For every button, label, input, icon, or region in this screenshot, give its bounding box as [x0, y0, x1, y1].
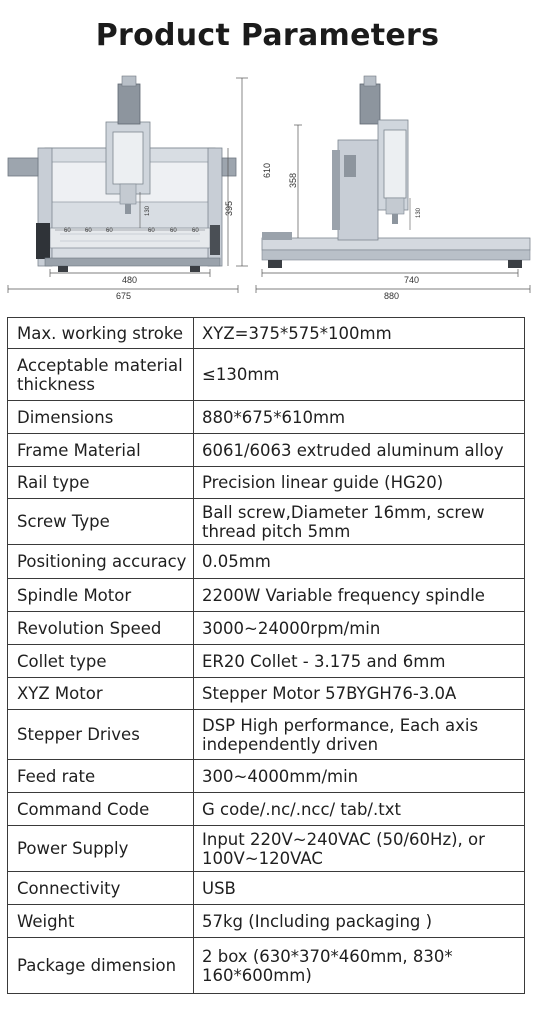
front-inner-height-label: 395: [224, 200, 234, 216]
spec-value: ER20 Collet - 3.175 and 6mm: [194, 645, 525, 678]
spec-label: Feed rate: [8, 760, 194, 793]
spec-row: [8, 793, 525, 826]
spec-value: 880*675*610mm: [194, 401, 525, 434]
front-slot-label-1: 60: [64, 228, 71, 234]
front-width-outer-label: 675: [116, 291, 132, 300]
spec-label: Screw Type: [8, 499, 194, 545]
spec-row: [8, 545, 525, 579]
spec-label: Connectivity: [8, 872, 194, 905]
spec-value: G code/.nc/.ncc/ tab/.txt: [194, 793, 525, 826]
spec-value: DSP High performance, Each axis independently driven: [194, 710, 525, 760]
spec-value: 2200W Variable frequency spindle: [194, 579, 525, 612]
machine-drawing: [0, 70, 535, 300]
spec-label: Positioning accuracy: [8, 545, 194, 579]
spec-value: Stepper Motor 57BYGH76-3.0A: [194, 678, 525, 710]
spec-row: [8, 467, 525, 499]
spec-label: Weight: [8, 905, 194, 938]
front-slot-label-3: 60: [106, 228, 113, 234]
spec-label: Package dimension: [8, 938, 194, 994]
spec-value: 57kg (Including packaging ): [194, 905, 525, 938]
spec-label: Dimensions: [8, 401, 194, 434]
spec-table: [7, 317, 525, 994]
front-slot-label-5: 60: [170, 228, 177, 234]
spec-row: [8, 710, 525, 760]
spec-row: [8, 645, 525, 678]
spec-label: Spindle Motor: [8, 579, 194, 612]
spec-value: ≤130mm: [194, 349, 525, 401]
spec-row: [8, 318, 525, 349]
spec-value: Precision linear guide (HG20): [194, 467, 525, 499]
spec-row: [8, 872, 525, 905]
side-z-label: 130: [416, 207, 422, 218]
spec-row: [8, 905, 525, 938]
cnc-dimension-drawing: [0, 70, 535, 300]
side-spindle-label: 358: [288, 172, 298, 188]
front-view: [8, 76, 272, 300]
spec-label: Command Code: [8, 793, 194, 826]
spec-value: Ball screw,Diameter 16mm, screw thread pitch 5mm: [194, 499, 525, 545]
spec-value: Input 220V~240VAC (50/60Hz), or 100V~120VAC: [194, 826, 525, 872]
spec-value: USB: [194, 872, 525, 905]
spec-row: [8, 612, 525, 645]
side-width-inner-label: 740: [404, 275, 420, 285]
spec-label: Stepper Drives: [8, 710, 194, 760]
front-slot-label-2: 60: [85, 228, 92, 234]
spec-value: 6061/6063 extruded aluminum alloy: [194, 434, 525, 467]
spec-row: [8, 579, 525, 612]
spec-value: XYZ=375*575*100mm: [194, 318, 525, 349]
side-width-outer-label: 880: [384, 291, 400, 300]
spec-row: [8, 434, 525, 467]
spec-row: [8, 938, 525, 994]
spec-label: Collet type: [8, 645, 194, 678]
front-height-label: 610: [262, 162, 272, 178]
spec-row: [8, 401, 525, 434]
spec-row: [8, 678, 525, 710]
side-view: [256, 76, 530, 300]
front-z-label: 130: [145, 205, 151, 216]
spec-value: 0.05mm: [194, 545, 525, 579]
spec-label: Max. working stroke: [8, 318, 194, 349]
page-title: Product Parameters: [95, 18, 440, 53]
front-slot-label-6: 60: [192, 228, 199, 234]
spec-label: Revolution Speed: [8, 612, 194, 645]
spec-value: 2 box (630*370*460mm, 830* 160*600mm): [194, 938, 525, 994]
spec-label: Rail type: [8, 467, 194, 499]
spec-label: Frame Material: [8, 434, 194, 467]
spec-row: [8, 760, 525, 793]
spec-row: [8, 499, 525, 545]
spec-value: 300~4000mm/min: [194, 760, 525, 793]
front-slot-label-4: 60: [148, 228, 155, 234]
front-width-inner-label: 480: [122, 275, 138, 285]
spec-label: Acceptable material thickness: [8, 349, 194, 401]
spec-value: 3000~24000rpm/min: [194, 612, 525, 645]
spec-row: [8, 349, 525, 401]
spec-label: Power Supply: [8, 826, 194, 872]
spec-label: XYZ Motor: [8, 678, 194, 710]
spec-row: [8, 826, 525, 872]
